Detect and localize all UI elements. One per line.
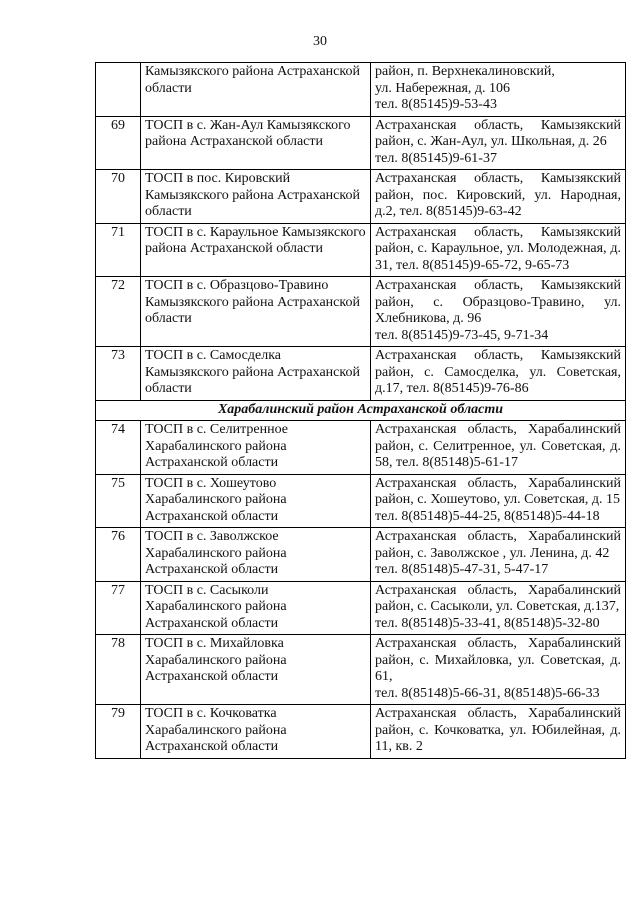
row-number: 70 <box>96 170 141 224</box>
address-line: Астраханская область, Камызякский район, с. Самосделка, ул. Советская, д.17, тел. 8(85145)9-76-86 <box>375 348 621 396</box>
address-line: район, п. Верхнекалиновский, <box>375 64 555 79</box>
row-number: 77 <box>96 581 141 635</box>
address-line: ул. Набережная, д. 106 <box>375 80 511 96</box>
office-name: ТОСП в с. Хошеутово Харабалинского района Астраханской области <box>141 474 371 528</box>
address-line: тел. 8(85145)9-61-37 <box>375 150 497 166</box>
address-line: Астраханская область, Камызякский район, с. Караульное, ул. Молодежная, д. 31, тел. 8(85145)9-65-72, 9-65-73 <box>375 224 621 273</box>
row-number: 78 <box>96 635 141 705</box>
table-row <box>96 63 626 117</box>
address-line: тел. 8(85148)5-47-31, 5-47-17 <box>375 562 549 577</box>
office-name: ТОСП в с. Заволжское Харабалинского района Астраханской области <box>141 528 371 582</box>
office-name: ТОСП в с. Кочковатка Харабалинского района Астраханской области <box>141 705 371 759</box>
address-line: Астраханская область, Харабалинский район, с. Сасыколи, ул. Советская, д.137, <box>375 582 621 614</box>
address-line: тел. 8(85148)5-33-41, 8(85148)5-32-80 <box>375 615 600 631</box>
section-row <box>96 400 626 421</box>
table-row <box>96 116 626 170</box>
office-name: ТОСП в с. Караульное Камызякского района Астраханской области <box>141 223 371 277</box>
office-address <box>371 421 626 475</box>
table-row <box>96 347 626 401</box>
table-row <box>96 474 626 528</box>
row-number: 71 <box>96 223 141 277</box>
row-number: 75 <box>96 474 141 528</box>
section-title: Харабалинский район Астраханской области <box>96 400 626 421</box>
office-address <box>371 705 626 759</box>
office-address <box>371 277 626 347</box>
office-address <box>371 581 626 635</box>
table-row <box>96 528 626 582</box>
office-address <box>371 223 626 277</box>
address-line: Астраханская область, Харабалинский район, с. Хошеутово, ул. Советская, д. 15 <box>375 475 621 507</box>
office-address <box>371 635 626 705</box>
registry-table <box>95 62 626 759</box>
row-number: 79 <box>96 705 141 759</box>
address-line: Астраханская область, Камызякский район, с. Образцово-Травино, ул. Хлебникова, д. 96 <box>375 278 621 326</box>
address-line: Астраханская область, Харабалинский район, с. Заволжское , ул. Ленина, д. 42 <box>375 529 621 561</box>
office-name: ТОСП в с. Михайловка Харабалинского района Астраханской области <box>141 635 371 705</box>
office-address <box>371 63 626 117</box>
row-number <box>96 63 141 117</box>
address-line: Астраханская область, Камызякский район, пос. Кировский, ул. Народная, д.2, тел. 8(85145)9-63-42 <box>375 171 621 219</box>
row-number: 72 <box>96 277 141 347</box>
address-line: Астраханская область, Харабалинский район, с. Михайловка, ул. Советская, д. 61, <box>375 636 621 684</box>
page-number: 30 <box>313 34 327 49</box>
office-name: ТОСП в с. Селитренное Харабалинского района Астраханской области <box>141 421 371 475</box>
table-row <box>96 581 626 635</box>
office-address <box>371 528 626 582</box>
table-row <box>96 421 626 475</box>
address-line: Астраханская область, Камызякский район, с. Жан-Аул, ул. Школьная, д. 26 <box>375 117 621 149</box>
office-name: ТОСП в с. Сасыколи Харабалинского района Астраханской области <box>141 581 371 635</box>
table-row <box>96 223 626 277</box>
office-name: Камызякского района Астраханской области <box>141 63 371 117</box>
office-name: ТОСП в пос. Кировский Камызякского района Астраханской области <box>141 170 371 224</box>
row-number: 69 <box>96 116 141 170</box>
address-line: тел. 8(85148)5-44-25, 8(85148)5-44-18 <box>375 508 600 524</box>
address-line: тел. 8(85148)5-66-31, 8(85148)5-66-33 <box>375 685 600 701</box>
table-row <box>96 170 626 224</box>
office-address <box>371 170 626 224</box>
office-address <box>371 474 626 528</box>
office-name: ТОСП в с. Образцово-Травино Камызякского района Астраханской области <box>141 277 371 347</box>
office-name: ТОСП в с. Самосделка Камызякского района Астраханской области <box>141 347 371 401</box>
row-number: 76 <box>96 528 141 582</box>
row-number: 74 <box>96 421 141 475</box>
office-address <box>371 116 626 170</box>
table-row <box>96 635 626 705</box>
office-address <box>371 347 626 401</box>
address-line: Астраханская область, Харабалинский район, с. Селитренное, ул. Советская, д. 58, тел. 8(85148)5-61-17 <box>375 422 621 470</box>
office-name: ТОСП в с. Жан-Аул Камызякского района Астраханской области <box>141 116 371 170</box>
address-line: тел. 8(85145)9-73-45, 9-71-34 <box>375 327 549 343</box>
table-row <box>96 277 626 347</box>
address-line: Астраханская область, Харабалинский район, с. Кочковатка, ул. Юбилейная, д. 11, кв. 2 <box>375 706 621 754</box>
row-number: 73 <box>96 347 141 401</box>
table-row <box>96 705 626 759</box>
address-line: тел. 8(85145)9-53-43 <box>375 97 497 112</box>
